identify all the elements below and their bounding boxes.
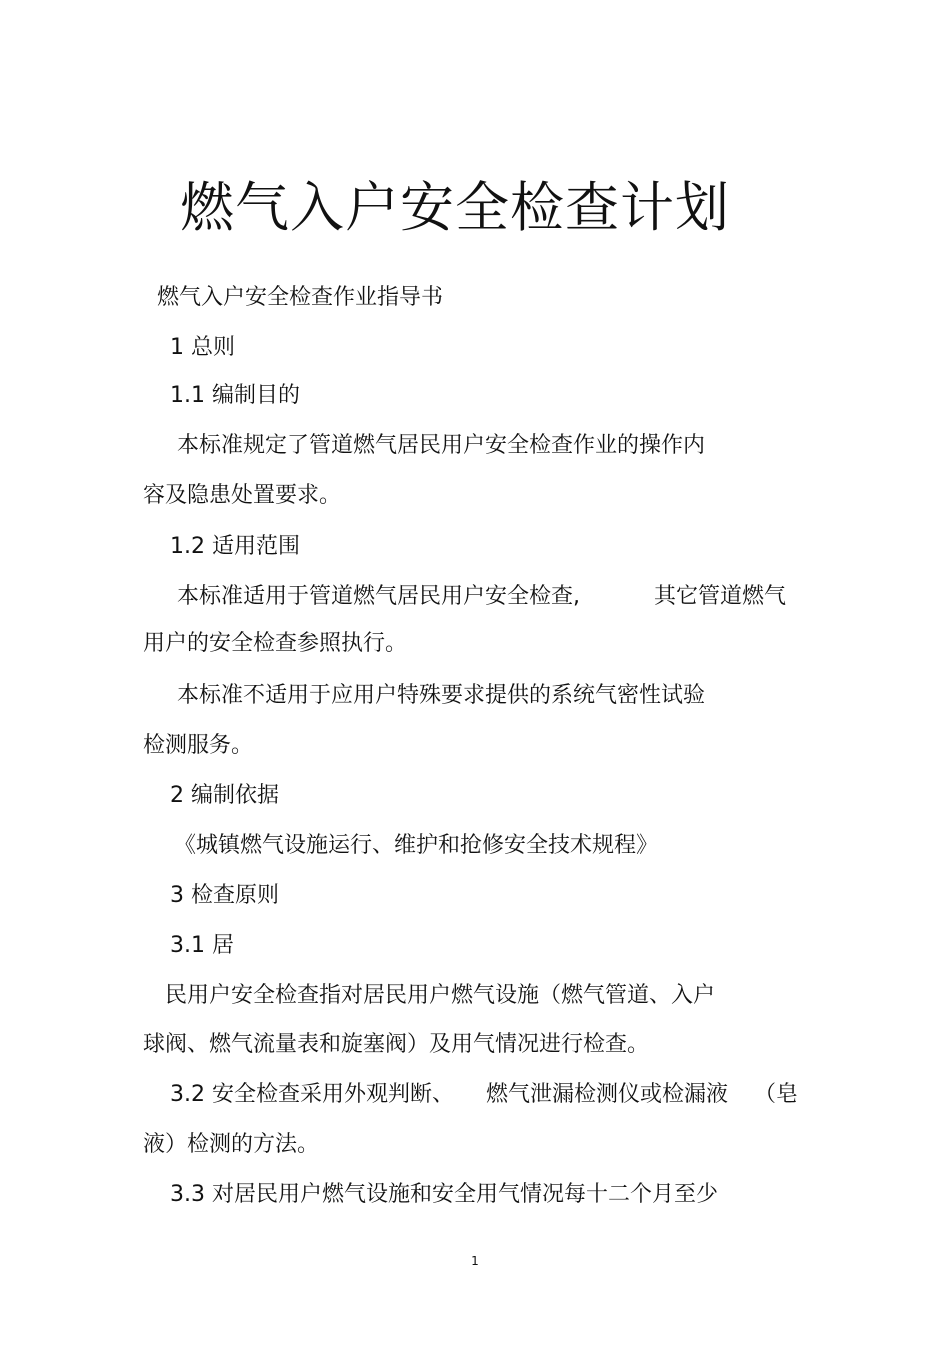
section-heading-2: 2 编制依据	[170, 783, 279, 808]
paragraph-line: 本标准不适用于应用户特殊要求提供的系统气密性试验	[177, 683, 706, 708]
paragraph-line: 本标准适用于管道燃气居民用户安全检查,	[177, 584, 580, 609]
document-title: 燃气入户安全检查计划	[180, 176, 730, 239]
section-heading-1-1: 1.1 编制目的	[170, 383, 300, 408]
reference-line: 《城镇燃气设施运行、维护和抢修安全技术规程》	[174, 833, 659, 858]
paragraph-line: 燃气泄漏检测仪或检漏液	[486, 1082, 729, 1107]
paragraph-line: 本标准规定了管道燃气居民用户安全检查作业的操作内	[177, 433, 706, 458]
paragraph-line: （皂	[754, 1082, 799, 1107]
section-heading-1-2: 1.2 适用范围	[170, 534, 300, 559]
paragraph-line: 球阀、燃气流量表和旋塞阀）及用气情况进行检查。	[143, 1032, 650, 1057]
paragraph-line: 3.3 对居民用户燃气设施和安全用气情况每十二个月至少	[170, 1182, 718, 1207]
paragraph-line: 检测服务。	[143, 733, 254, 758]
page-number: 1	[471, 1254, 479, 1268]
section-heading-3: 3 检查原则	[170, 883, 279, 908]
paragraph-line: 其它管道燃气	[654, 584, 787, 609]
paragraph-line: 民用户安全检查指对居民用户燃气设施（燃气管道、入户	[165, 983, 716, 1008]
paragraph-line: 容及隐患处置要求。	[143, 483, 342, 508]
paragraph-line: 3.2 安全检查采用外观判断、	[170, 1082, 454, 1107]
paragraph-line: 用户的安全检查参照执行。	[143, 631, 408, 656]
section-heading-3-1: 3.1 居	[170, 933, 234, 958]
subtitle-line: 燃气入户安全检查作业指导书	[157, 285, 444, 310]
section-heading-1: 1 总则	[170, 335, 235, 360]
paragraph-line: 液）检测的方法。	[143, 1132, 320, 1157]
